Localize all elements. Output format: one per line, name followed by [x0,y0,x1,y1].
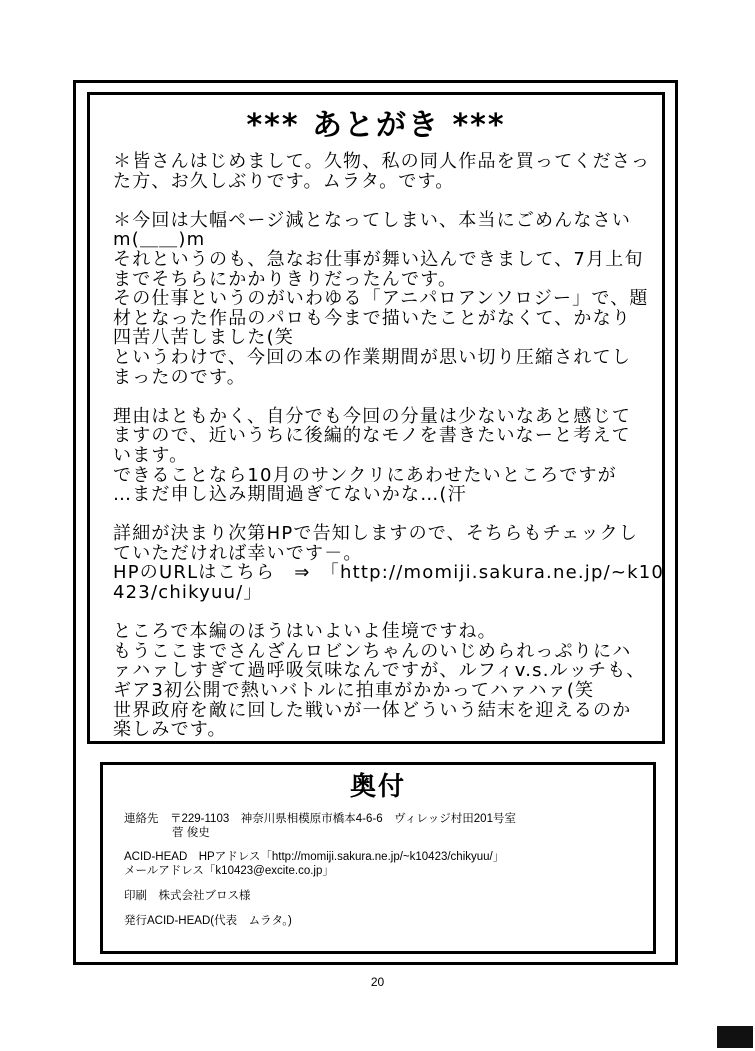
afterword-title: *** あとがき *** [246,108,506,143]
body-line: まったのです。 [113,366,246,388]
body-line: 世界政府を敵に回した戦いが一体どういう結末を迎えるのか [113,699,632,721]
corner-stamp-image [717,1026,753,1048]
body-line: ＊皆さんはじめまして。久物、私の同人作品を買ってくださっ [113,151,651,172]
body-line: できることなら10月のサンクリにあわせたいところですが [113,464,617,486]
body-line: それというのも、急なお仕事が舞い込んできまして、7月上旬 [113,248,644,270]
body-line: というわけで、今回の本の作業期間が思い切り圧縮されてし [113,346,632,368]
body-line [113,505,658,525]
body-line: 材となった作品のパロも今まで描いたことがなくて、かなり [113,307,632,329]
body-line: ギア3初公開で熱いバトルに拍車がかかってハァハァ(笑 [113,680,595,702]
body-line [113,603,658,623]
body-line: ていただければ幸いです－。 [113,542,363,564]
body-line [113,191,658,211]
body-line: 楽しみです。 [113,719,227,741]
body-line: 詳細が決まり次第HPで告知しますので、そちらもチェックし [113,523,639,545]
body-line: ますので、近いうちに後編的なモノを書きたいなーと考えて [113,425,631,447]
body-line: た方、お久しぶりです。ムラタ。です。 [113,170,455,192]
body-line: 四苦八苦しました(笑 [113,327,295,349]
body-line: その仕事というのがいわゆる「アニパロアンソロジー」で、題 [113,288,649,310]
colophon-contact: 連絡先 〒229-1103 神奈川県相模原市橋本4-6-6 ヴィレッジ村田201号室 [124,813,516,825]
body-line [113,387,658,407]
body-line: までそちらにかかりきりだったんです。 [113,268,458,290]
afterword-body [113,151,665,741]
body-line: ァハァしすぎて過呼吸気味なんですが、ルフィv.s.ルッチも、 [113,660,646,682]
body-line: もうここまでさんざんロビンちゃんのいじめられっぷりにハ [113,640,632,662]
body-line: ＊今回は大幅ページ減となってしまい、本当にごめんなさい [113,209,632,231]
body-line: 423/chikyuu/」 [113,582,263,604]
colophon-contact-name: 菅 俊史 [172,827,210,839]
colophon-publisher: 発行ACID-HEAD(代表 ムラタ。) [124,915,292,927]
body-line: います。 [113,444,189,466]
body-line: HPのURLはこちら ⇒ 「http://momiji.sakura.ne.jp/~k10 [113,562,665,584]
colophon-mail: メールアドレス「k10423@excite.co.jp」 [124,865,334,877]
body-line: 理由はともかく、自分でも今回の分量は少ないなあと感じて [113,405,632,427]
colophon-title: 奥付 [349,772,406,802]
body-line: …まだ申し込み期間過ぎてないかな…(汗 [113,484,467,506]
colophon-print: 印刷 株式会社ブロス様 [124,890,251,902]
page-number: 20 [370,975,385,989]
colophon-hp: ACID-HEAD HPアドレス「http://momiji.sakura.ne.jp/~k10423/chikyuu/」 [124,851,505,863]
body-line: m(＿＿)m [113,229,206,251]
body-line: ところで本編のほうはいよいよ佳境ですね。 [113,621,497,643]
